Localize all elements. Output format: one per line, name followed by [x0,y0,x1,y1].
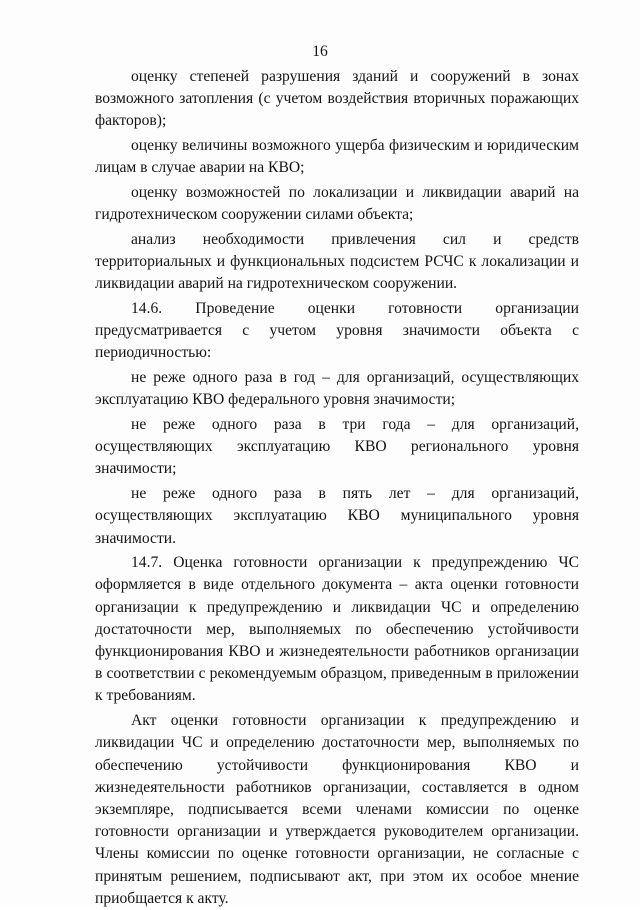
paragraph-rschs-analysis: анализ необходимости привлечения сил и средств территориальных и функциональных подсистем РСЧС к локализации и ликвидации аварий на гидротехническом сооружении. [95,230,579,293]
paragraph-municipal-frequency: не реже одного раза в пять лет – для организаций, осуществляющих эксплуатацию КВО муниципального уровня значимости. [95,485,579,547]
paragraph-localization-capability: оценку возможностей по локализации и ликвидации аварий на гидротехническом сооружении силами объекта; [95,184,579,224]
paragraph-act: Акт оценки готовности организации к предупреждению и ликвидации ЧС и определению достаточности мер, выполняемых по обеспечению устойчивости функционирования КВО и жизнедеятельности работников организации, составляется в одном экземпляре, подписывается всеми членами комиссии по оценке готовности организации и утверждается руководителем организации. Члены комиссии по оценке готовности организации, не согласные с принятым решением, подписывают акт, при этом их особое мнение приобщается к акту. [95,712,579,907]
paragraph-14-6: 14.6. Проведение оценки готовности организации предусматривается с учетом уровня значимости объекта с периодичностью: [95,300,579,362]
document-body [95,66,579,910]
paragraph-damage-assessment: оценку степеней разрушения зданий и сооружений в зонах возможного затопления (с учетом воздействия вторичных поражающих факторов); [95,68,579,130]
paragraph-damage-value: оценку величины возможного ущерба физическим и юридическим лицам в случае аварии на КВО; [95,137,579,177]
page-number: 16 [312,43,328,60]
paragraph-14-7: 14.7. Оценка готовности организации к предупреждению ЧС оформляется в виде отдельного документа – акта оценки готовности организации к предупреждению и ликвидации ЧС и определению достаточности мер, выполняемых по обеспечению устойчивости функционирования КВО и жизнедеятельности работников организации в соответствии с рекомендуемым образцом, приведенным в приложении к требованиям. [95,554,579,705]
paragraph-federal-frequency: не реже одного раза в год – для организаций, осуществляющих эксплуатацию КВО федерального уровня значимости; [95,369,579,409]
paragraph-regional-frequency: не реже одного раза в три года – для организаций, осуществляющих эксплуатацию КВО регионального уровня значимости; [95,416,579,478]
